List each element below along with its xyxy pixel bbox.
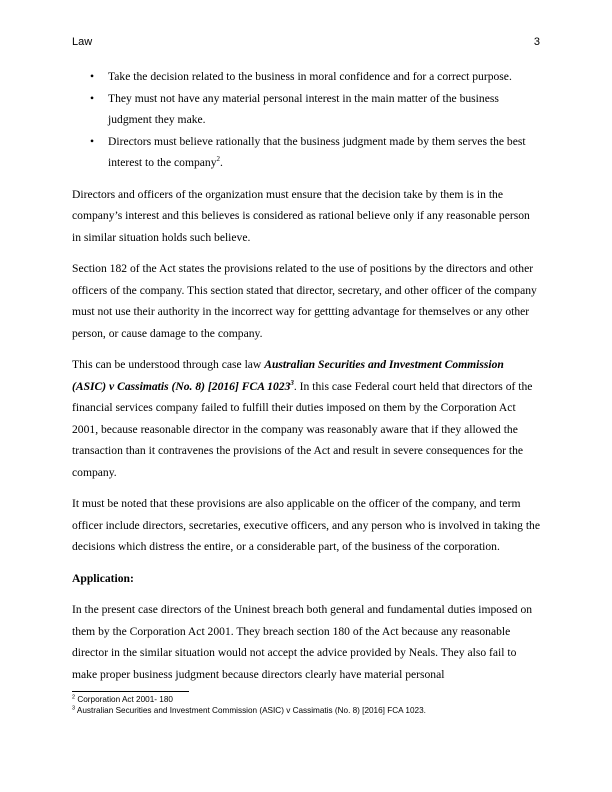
paragraph-rest: . In this case Federal court held that directors of the financial services company failed to fulfill their duties imposed on them by the Corporation Act 2001, because reasonable director in the company was reasonably aware that if they allowed the transaction than it contravenes the provisions of the Act and result in severe consequences for the company. <box>72 379 533 479</box>
section-heading: Application: <box>72 571 134 585</box>
paragraph: It must be noted that these provisions are also applicable on the officer of the company, and term officer include directors, secretaries, executive officers, and any person who is involved in taking the decisions which distress the entire, or a considerable part, of the business of the corporation. <box>72 497 540 553</box>
footnote-marker: 2 <box>72 694 76 701</box>
bullet-item <box>72 66 540 88</box>
case-citation: Australian Securities and Investment Commission (ASIC) v Cassimatis (No. 8) [2016] FCA 1023 <box>72 358 504 393</box>
bullet-list <box>72 66 540 174</box>
bullet-item <box>72 131 540 174</box>
footnote-ref[interactable]: 2 <box>216 155 220 164</box>
body-text <box>72 66 540 685</box>
bullet-icon: • <box>90 91 95 105</box>
page-number: 3 <box>533 36 540 48</box>
header-title: Law <box>72 36 93 48</box>
page-header <box>72 36 540 52</box>
footnote <box>72 705 540 716</box>
paragraph: In the present case directors of the Uninest breach both general and fundamental duties imposed on them by the Corporation Act 2001. They breach section 180 of the Act because any reasonable director in the similar situation would not accept the advice provided by Neals. They also fail to make proper business judgment because directors clearly have material personal <box>72 603 533 681</box>
footnote-marker: 3 <box>72 705 76 712</box>
footnotes <box>72 691 540 716</box>
footnote-ref[interactable]: 3 <box>290 378 294 387</box>
paragraph-intro: This can be understood through case law <box>72 358 265 371</box>
paragraph-case-law <box>72 354 540 483</box>
bullet-text: They must not have any material personal interest in the main matter of the business judgment they make. <box>108 91 499 126</box>
footnote-text: Corporation Act 2001- 180 <box>75 695 173 704</box>
footnote-text: Australian Securities and Investment Commission (ASIC) v Cassimatis (No. 8) [2016] FCA 1023. <box>75 706 426 715</box>
footnote <box>72 694 540 705</box>
footnote-separator <box>72 691 189 692</box>
bullet-item <box>72 88 540 131</box>
bullet-icon: • <box>90 134 95 148</box>
paragraph: Directors and officers of the organization must ensure that the decision take by them is in the company’s interest and this believes is considered as rational believe only if any reasonable person in similar situation holds such believe. <box>72 187 530 244</box>
bullet-icon: • <box>90 70 95 83</box>
bullet-text-end: . <box>220 156 223 169</box>
bullet-text: Take the decision related to the business in moral confidence and for a correct purpose. <box>108 70 512 83</box>
paragraph: Section 182 of the Act states the provisions related to the use of positions by the directors and other officers of the company. This section stated that director, secretary, and other officer of the company must not use their authority in the incorrect way for gettting advantage for themselves or any other person, or cause damage to the company. <box>72 262 537 340</box>
bullet-text: Directors must believe rationally that the business judgment made by them serves the best interest to the company <box>108 134 526 169</box>
